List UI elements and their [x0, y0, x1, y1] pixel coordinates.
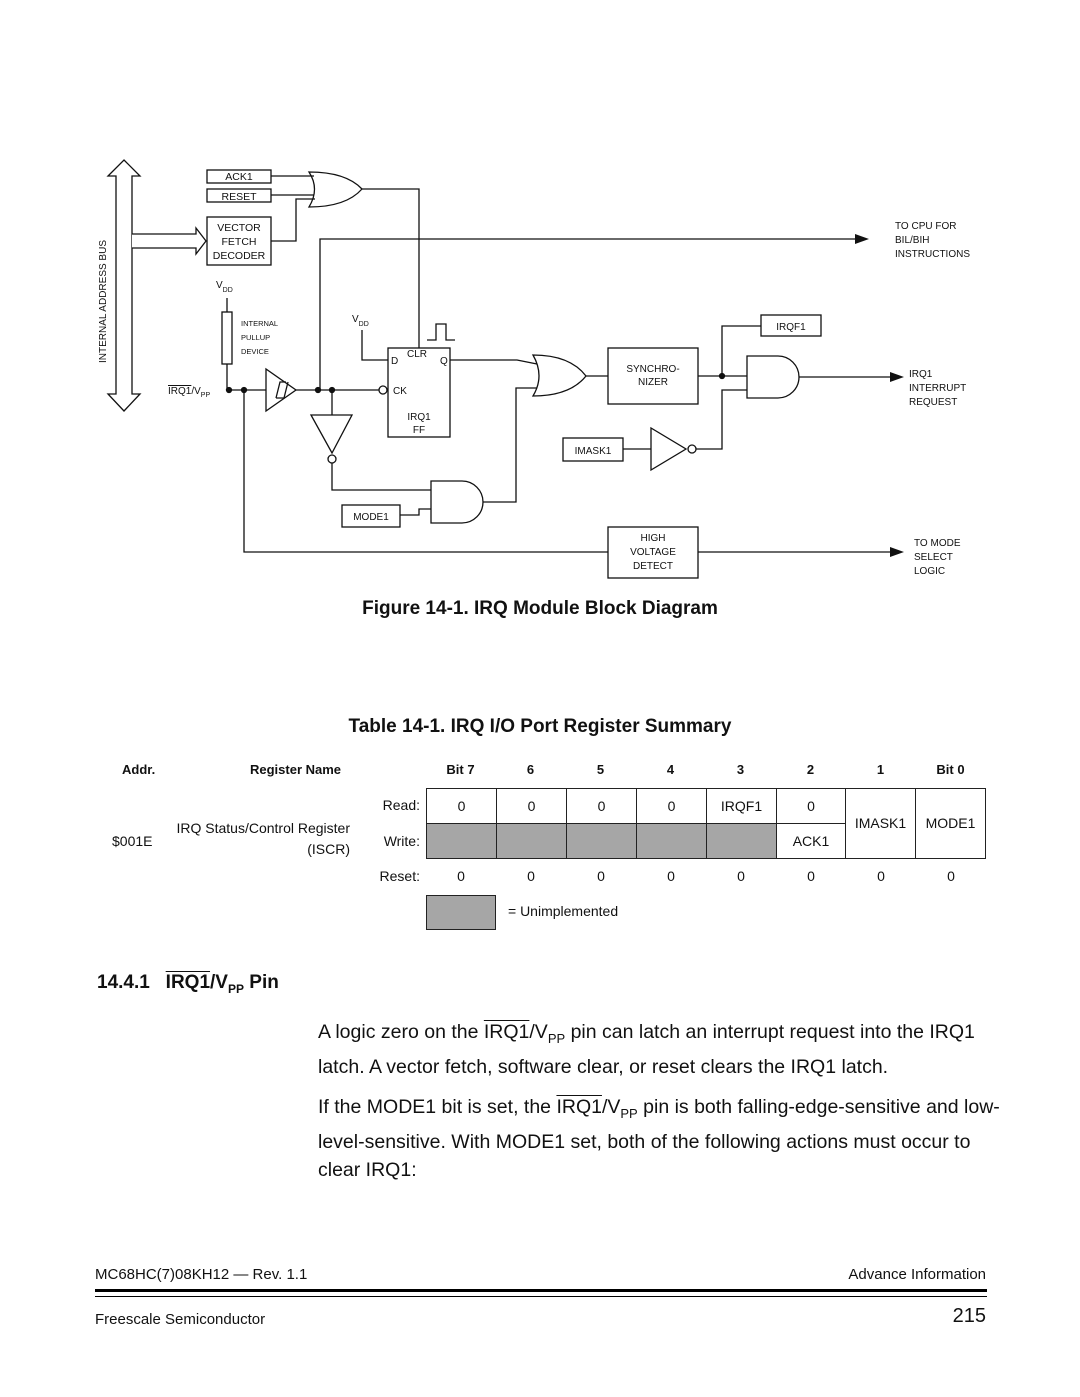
ff-name-line1: IRQ1: [407, 412, 431, 423]
p1-sub: PP: [547, 1030, 566, 1046]
vector-label: VECTOR: [217, 222, 261, 234]
row-label-reset: Reset:: [379, 868, 420, 884]
bit0-mode1: MODE1: [915, 788, 986, 859]
decoder-label: DECODER: [212, 250, 266, 262]
mode1-box-label: MODE1: [353, 512, 389, 523]
ff-name-line2: FF: [412, 425, 426, 436]
to-cpu-line3: INSTRUCTIONS: [895, 249, 970, 260]
p2-text-a: If the MODE1 bit is set, the: [318, 1096, 557, 1118]
p2-sub: PP: [620, 1105, 638, 1121]
p1-text-a: A logic zero on the: [318, 1021, 484, 1043]
reset-bit0: 0: [947, 868, 955, 884]
register-name-line2: (ISCR): [307, 841, 350, 857]
p2-suffix: /V: [601, 1096, 621, 1118]
pullup-line1: INTERNAL: [241, 319, 279, 328]
read-bit7: 0: [426, 788, 497, 824]
row-label-read: Read:: [382, 797, 420, 813]
unimplemented-legend-label: = Unimplemented: [508, 903, 619, 919]
footer-doc-id: MC68HC(7)08KH12 — Rev. 1.1: [95, 1266, 308, 1283]
hvd-line2: VOLTAGE: [630, 547, 676, 558]
header-bit0: Bit 0: [936, 762, 965, 777]
irq-request-line2: INTERRUPT: [909, 383, 967, 394]
footer-rule-thick: [95, 1289, 987, 1292]
write-bit4-unimplemented: [636, 823, 707, 859]
irq-request-line3: REQUEST: [909, 397, 958, 408]
page-number: 215: [952, 1305, 986, 1327]
write-bit2-ack1: ACK1: [776, 823, 846, 859]
vdd-left-label: $V_{DD}$: [216, 280, 233, 294]
section-pin-suffix: /V: [210, 972, 228, 993]
footer-company: Freescale Semiconductor: [95, 1311, 266, 1328]
header-register-name: Register Name: [250, 762, 342, 777]
header-bit2: 2: [806, 762, 815, 777]
table-caption: Table 14-1. IRQ I/O Port Register Summary: [348, 716, 732, 737]
section-pin-name: IRQ1: [165, 972, 211, 993]
reset-bit5: 0: [597, 868, 605, 884]
irq-request-line1: IRQ1: [909, 369, 933, 380]
to-mode-line2: SELECT: [914, 552, 953, 563]
p1-pin: IRQ1: [483, 1021, 530, 1043]
bus-label: INTERNAL ADDRESS BUS: [98, 240, 109, 363]
paragraph-2: [318, 1093, 1008, 1184]
to-cpu-line1: TO CPU FOR: [895, 221, 957, 232]
pullup-line2: PULLUP: [241, 333, 271, 342]
ff-ck-label: CK: [393, 386, 407, 397]
bit1-imask1: IMASK1: [845, 788, 916, 859]
irq-pin-label: $IRQ1/V_{PP}$: [168, 386, 211, 399]
reset-bit7: 0: [457, 868, 465, 884]
imask1-box-label: IMASK1: [574, 446, 612, 457]
footer-status: Advance Information: [848, 1266, 986, 1283]
section-title-end: Pin: [244, 972, 279, 993]
figure-caption: Figure 14-1. IRQ Module Block Diagram: [362, 598, 718, 619]
header-bit3: 3: [736, 762, 745, 777]
reset-bit4: 0: [667, 868, 675, 884]
reset-bit1: 0: [877, 868, 885, 884]
fetch-label: FETCH: [221, 236, 257, 248]
read-bit5: 0: [566, 788, 637, 824]
header-bit7: Bit 7: [446, 762, 475, 777]
footer-rule-thin: [95, 1296, 987, 1297]
write-bit6-unimplemented: [496, 823, 567, 859]
read-bit4: 0: [636, 788, 707, 824]
ack1-label: ACK1: [225, 171, 253, 183]
ff-q-label: Q: [440, 356, 448, 367]
to-mode-line1: TO MODE: [914, 538, 961, 549]
write-bit5-unimplemented: [566, 823, 637, 859]
header-bit1: 1: [876, 762, 885, 777]
header-addr: Addr.: [122, 762, 156, 777]
p1-suffix: /V: [529, 1021, 548, 1043]
irq-block-diagram: [0, 0, 1080, 595]
header-bit4: 4: [666, 762, 675, 777]
p2-pin: IRQ1: [556, 1096, 602, 1118]
p1-text-b: pin can latch an interrupt request into the IRQ1 latch. A vector fetch, software clear, or reset clears the IRQ1 latch.: [318, 1021, 975, 1078]
register-name-line1: IRQ Status/Control Register: [176, 820, 350, 836]
synchronizer-line2: NIZER: [638, 377, 668, 388]
row-label-write: Write:: [383, 833, 420, 849]
section-number: 14.4.1: [97, 972, 150, 993]
read-bit2: 0: [776, 788, 846, 824]
to-cpu-line2: BIL/BIH: [895, 235, 930, 246]
unimplemented-legend-swatch: [426, 895, 496, 930]
hvd-line1: HIGH: [640, 533, 666, 544]
section-heading: [97, 972, 279, 996]
register-address: $001E: [112, 833, 153, 849]
hvd-line3: DETECT: [633, 561, 673, 572]
pullup-line3: DEVICE: [241, 347, 269, 356]
ff-d-label: D: [391, 356, 399, 367]
write-bit7-unimplemented: [426, 823, 497, 859]
header-bit6: 6: [526, 762, 535, 777]
to-mode-line3: LOGIC: [914, 566, 946, 577]
synchronizer-line1: SYNCHRO-: [626, 364, 680, 375]
header-bit5: 5: [596, 762, 605, 777]
read-bit3: IRQF1: [706, 788, 777, 824]
reset-label: RESET: [221, 191, 257, 203]
section-pin-sub: PP: [227, 981, 244, 996]
irqf1-box-label: IRQF1: [776, 322, 806, 333]
ff-clr-label: CLR: [407, 349, 428, 360]
write-bit3-unimplemented: [706, 823, 777, 859]
p2-text-b: pin is both falling-edge-sensitive and low-level-sensitive. With MODE1 set, both of the following actions must occur to clear IRQ1:: [318, 1096, 1000, 1181]
read-bit6: 0: [496, 788, 567, 824]
reset-bit2: 0: [807, 868, 815, 884]
reset-bit3: 0: [737, 868, 745, 884]
vdd-mid-label: $V_{DD}$: [352, 314, 369, 328]
paragraph-1: [318, 1018, 1008, 1081]
reset-bit6: 0: [527, 868, 535, 884]
